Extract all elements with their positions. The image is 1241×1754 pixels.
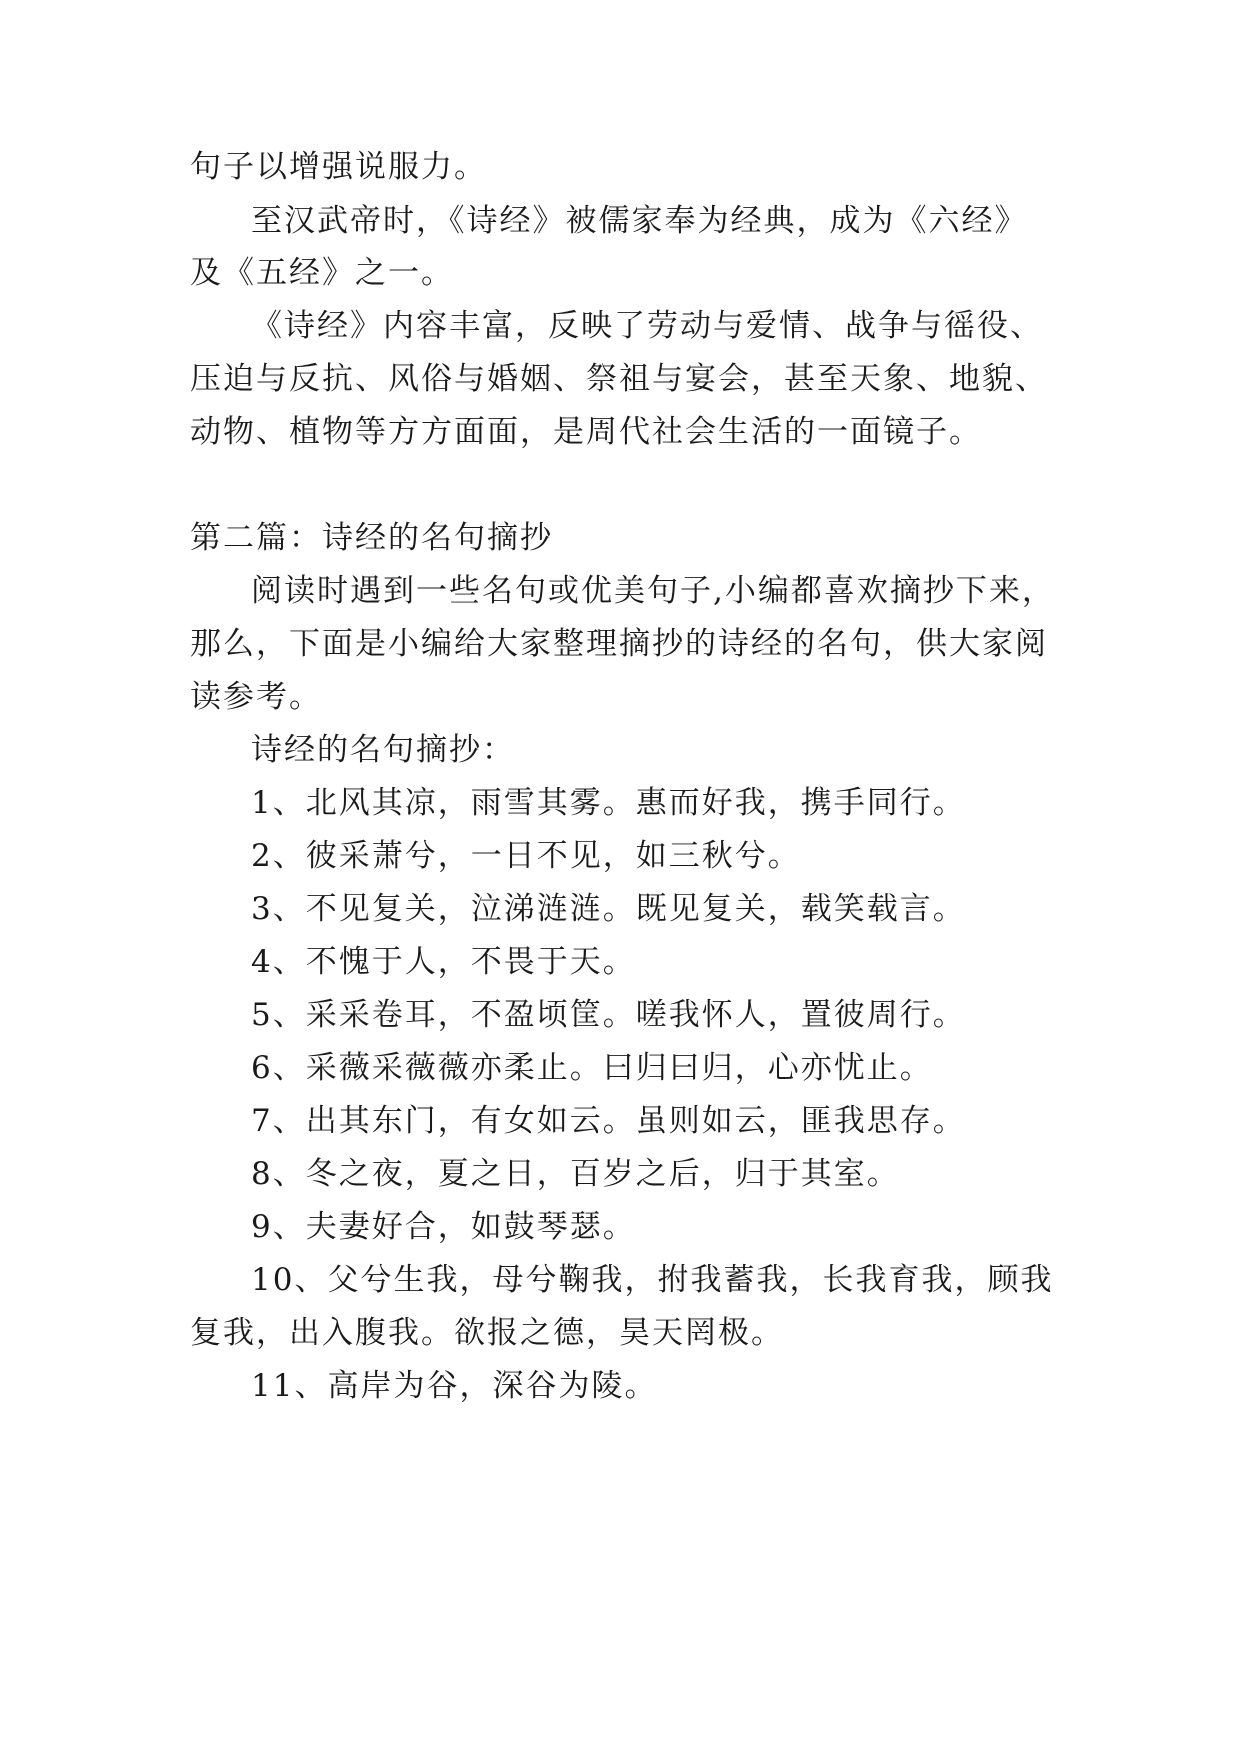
list-item: 1、北风其凉，雨雪其雾。惠而好我，携手同行。 — [251, 785, 966, 821]
list-item: 10、父兮生我，母兮鞠我，拊我蓄我，长我育我，顾我 — [251, 1262, 1054, 1298]
paragraph-intro: 阅读时遇到一些名句或优美句子,小编都喜欢摘抄下来， — [251, 573, 1055, 609]
list-item: 11、高岸为谷，深谷为陵。 — [251, 1368, 658, 1404]
list-item: 3、不见复关，泣涕涟涟。既见复关，载笑载言。 — [251, 891, 966, 927]
list-item: 6、采薇采薇薇亦柔止。曰归曰归，心亦忧止。 — [251, 1050, 933, 1086]
list-item: 8、冬之夜，夏之日，百岁之后，归于其室。 — [251, 1156, 900, 1192]
paragraph-content-rich: 《诗经》内容丰富，反映了劳动与爱情、战争与徭役、 — [251, 308, 1043, 344]
list-item: 4、不愧于人，不畏于天。 — [251, 944, 636, 980]
section-heading: 第二篇：诗经的名句摘抄 — [190, 520, 553, 556]
list-item: 7、出其东门，有女如云。虽则如云，匪我思存。 — [251, 1103, 966, 1139]
paragraph-han-wudi: 至汉武帝时，《诗经》被儒家奉为经典，成为《六经》 — [251, 203, 1028, 239]
text-line: 读参考。 — [190, 679, 322, 715]
text-line: 动物、植物等方方面面，是周代社会生活的一面镜子。 — [190, 414, 982, 450]
text-line: 及《五经》之一。 — [190, 255, 454, 291]
text-line-continuation: 句子以增强说服力。 — [190, 149, 487, 185]
list-item: 5、采采卷耳，不盈顷筐。嗟我怀人，置彼周行。 — [251, 997, 966, 1033]
list-item: 9、夫妻好合，如鼓琴瑟。 — [251, 1209, 636, 1245]
text-line: 压迫与反抗、风俗与婚姻、祭祖与宴会，甚至天象、地貌、 — [190, 361, 1048, 397]
text-line: 那么，下面是小编给大家整理摘抄的诗经的名句，供大家阅 — [190, 626, 1048, 662]
list-item-continuation: 复我，出入腹我。欲报之德，昊天罔极。 — [190, 1315, 784, 1351]
list-heading: 诗经的名句摘抄： — [251, 732, 515, 768]
list-item: 2、彼采萧兮，一日不见，如三秋兮。 — [251, 838, 801, 874]
